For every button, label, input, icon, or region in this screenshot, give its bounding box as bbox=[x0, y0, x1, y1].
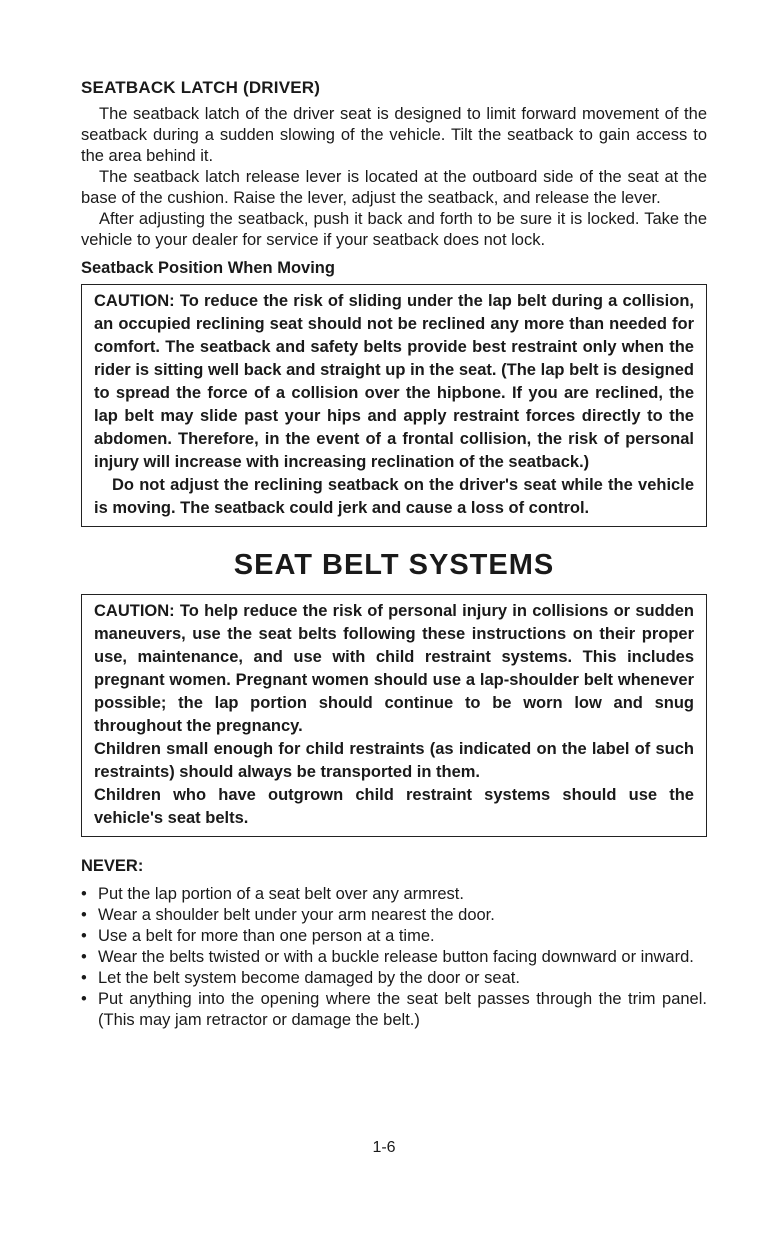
never-heading: NEVER: bbox=[81, 857, 144, 875]
caution-text-seat-belts: CAUTION: To help reduce the risk of personal injury in collisions or sudden maneuvers, use the seat belts following these instructions on their proper use, maintenance, and use with child restraint systems. This includes pregnant women. Pregnant women should use a lap-shoulder belt whenever possible; the lap portion should continue to be worn low and snug throughout the pregnancy. bbox=[94, 602, 694, 735]
list-item: • Put the lap portion of a seat belt over any armrest. bbox=[81, 885, 464, 903]
never-list bbox=[81, 884, 707, 1031]
list-item: • Wear the belts twisted or with a buckle release button facing downward or inward. bbox=[81, 948, 694, 966]
caution-text-reclining: CAUTION: To reduce the risk of sliding under the lap belt during a collision, an occupied reclining seat should not be reclined any more than needed for comfort. The seatback and safety belts provide best restraint only when the rider is sitting well back and straight up in the seat. (The lap belt is designed to spread the force of a collision over the hipbone. If you are reclined, the lap belt may slide past your hips and apply restraint forces directly to the abdomen. Therefore, in the event of a frontal collision, the risk of personal injury will increase with increasing reclination of the seatback.) bbox=[94, 292, 694, 471]
bullet-icon: • bbox=[81, 927, 87, 945]
list-item: • Put anything into the opening where the seat belt passes through the trim panel. (This may jam retractor or damage the belt.) bbox=[81, 990, 707, 1029]
paragraph-latch-release: The seatback latch release lever is located at the outboard side of the seat at the base of the cushion. Raise the lever, adjust the seatback, and release the lever. bbox=[81, 168, 707, 207]
bullet-icon: • bbox=[81, 906, 87, 924]
caution-text-child-restraints: Children small enough for child restraints (as indicated on the label of such restraints) should always be transported in them. bbox=[94, 740, 694, 781]
subheading-seatback-position: Seatback Position When Moving bbox=[81, 259, 335, 277]
page-number: 1-6 bbox=[372, 1139, 396, 1156]
paragraph-latch-purpose: The seatback latch of the driver seat is designed to limit forward movement of the seatback during a sudden slowing of the vehicle. Tilt the seatback to gain access to the area behind it. bbox=[81, 105, 707, 165]
caution-box-reclining bbox=[81, 284, 707, 527]
caution-text-driver-seat: Do not adjust the reclining seatback on the driver's seat while the vehicle is moving. The seatback could jerk and cause a loss of control. bbox=[94, 476, 694, 517]
list-item: • Let the belt system become damaged by the door or seat. bbox=[81, 969, 520, 987]
bullet-icon: • bbox=[81, 990, 87, 1008]
list-item: • Wear a shoulder belt under your arm nearest the door. bbox=[81, 906, 495, 924]
caution-text-outgrown-children: Children who have outgrown child restraint systems should use the vehicle's seat belts. bbox=[94, 786, 694, 827]
caution-box-seat-belts bbox=[81, 594, 707, 837]
bullet-icon: • bbox=[81, 948, 87, 966]
paragraph-latch-check: After adjusting the seatback, push it back and forth to be sure it is locked. Take the vehicle to your dealer for service if your seatback does not lock. bbox=[81, 210, 707, 249]
page-title-seat-belt-systems: SEAT BELT SYSTEMS bbox=[233, 549, 555, 581]
manual-page bbox=[81, 78, 707, 1031]
list-item: • Use a belt for more than one person at a time. bbox=[81, 927, 435, 945]
bullet-icon: • bbox=[81, 969, 87, 987]
bullet-icon: • bbox=[81, 885, 87, 903]
section-heading-seatback-latch: SEATBACK LATCH (DRIVER) bbox=[81, 78, 321, 97]
